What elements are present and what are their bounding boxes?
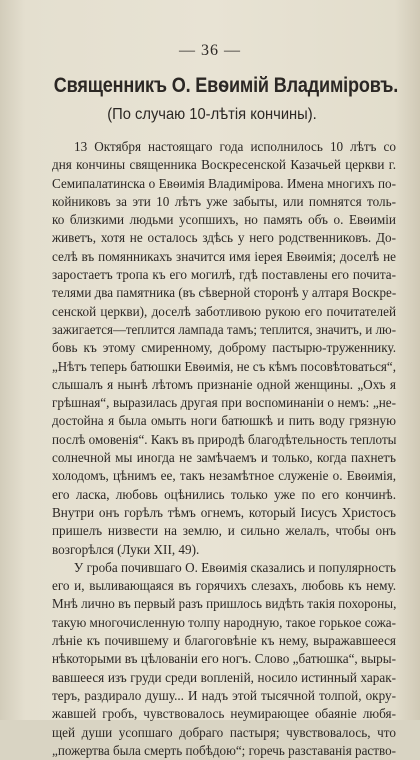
text-line: вавшееся изъ груди среди вопленій, носило истинный харак- bbox=[52, 669, 396, 685]
article-title: Священникъ О. Евѳимій Владиміровъ. bbox=[53, 74, 399, 97]
article-subtitle: (По случаю 10-лѣтія кончины). bbox=[107, 106, 317, 123]
text-line: его и, выливающаяся въ горячихъ слезахъ, любовь къ нему. bbox=[52, 578, 396, 594]
text-line: бовь къ этому смиренному, доброму пастырю-труженнику. bbox=[52, 340, 396, 356]
paragraph-2 bbox=[52, 559, 396, 760]
text-line: послѣ омовенія“. Какъ въ природѣ благодѣтельность теплоты bbox=[52, 431, 397, 447]
text-line: „пожертва была смерть побѣдою“; горечь разставанія раство- bbox=[52, 742, 396, 758]
text-line: Мнѣ лично въ первый разъ пришлось видѣть такія похороны, bbox=[52, 596, 397, 612]
text-line: сенской церкви), доселѣ заботливою рукою его почитателей bbox=[52, 303, 396, 319]
text-line: 13 Октября настоящаго года исполнилось 10 лѣтъ со bbox=[74, 139, 396, 154]
text-line: дня кончины священника Воскресенской Казачьей церкви г. bbox=[52, 157, 396, 173]
text-line: лѣніе къ почившему и благоговѣніе къ нему, выражавшееся bbox=[52, 633, 396, 649]
text-line: селѣ въ помянникахъ значится имя iерея Евѳимія; доселѣ не bbox=[52, 248, 396, 264]
text-line: заростаетъ тропа къ его могилѣ, гдѣ поставлены его почита- bbox=[52, 267, 396, 283]
text-line: телями два памятника (въ сѣверной сторонѣ у алтаря Воскре- bbox=[52, 285, 397, 301]
text-line: „Нѣтъ теперь батюшки Евѳимія, не съ кѣмъ посовѣтоваться“, bbox=[52, 358, 396, 374]
text-line: койниковъ за эти 10 лѣтъ уже забыты, или помнятся толь- bbox=[52, 193, 396, 209]
text-line: возгорѣлся (Луки XII, 49). bbox=[52, 541, 200, 557]
text-line: жавшей гробъ, чувствовалось неумирающее обаяніе любя- bbox=[52, 706, 396, 722]
paragraph-1 bbox=[52, 138, 396, 559]
text-line: его ласка, любовь оцѣнились только уже по его кончинѣ. bbox=[52, 486, 396, 502]
text-line: теръ, раздирало душу... И надъ этой тысячной толпой, окру- bbox=[52, 687, 396, 703]
text-line: холодомъ, цѣнимъ ее, такъ незамѣтное служеніе о. Евѳимія, bbox=[52, 468, 396, 484]
text-line: слышалъ я нынѣ лѣтомъ признаніе одной женщины. „Охъ я bbox=[52, 376, 396, 392]
text-line: живетъ, хотя не осталось здѣсь у него родственниковъ. До- bbox=[52, 230, 396, 246]
text-line: У гроба почившаго О. Евѳимія сказались и популярность bbox=[73, 559, 397, 575]
text-line: пришелъ низвести на землю, и сильно желалъ, чтобы онъ bbox=[52, 523, 396, 539]
text-line: такую многочисленную толпу народную, такое горькое сожа- bbox=[52, 614, 396, 630]
text-line: щей души усопшаго добраго пастыря; чувствовалось, что bbox=[52, 724, 396, 740]
text-line: грѣшная“, выразилась другая при воспоминаніи о немъ: „не- bbox=[52, 395, 396, 411]
page-number: — 36 — bbox=[179, 42, 241, 59]
article-body bbox=[52, 138, 396, 760]
text-line: ко близкими людьми усопшихъ, но память объ о. Евѳиміи bbox=[52, 212, 396, 228]
text-line: зажигается—теплится лампада тамъ; теплится, значитъ, и лю- bbox=[52, 321, 396, 337]
text-line: достойна я была омыть ноги батюшкѣ и пить воду грязную bbox=[52, 413, 396, 429]
text-line: Семипалатинска о Евѳимія Владимірова. Имена многихъ по- bbox=[52, 175, 396, 191]
text-line: солнечной мы иногда не замѣчаемъ и только, когда пахнетъ bbox=[52, 450, 396, 466]
text-line: Внутри онъ горѣлъ тѣмъ огнемъ, который Іисусъ Христосъ bbox=[52, 504, 396, 520]
text-line: нѣкоторыми въ цѣлованіи его ногъ. Слово „батюшка“, выры- bbox=[52, 651, 396, 667]
